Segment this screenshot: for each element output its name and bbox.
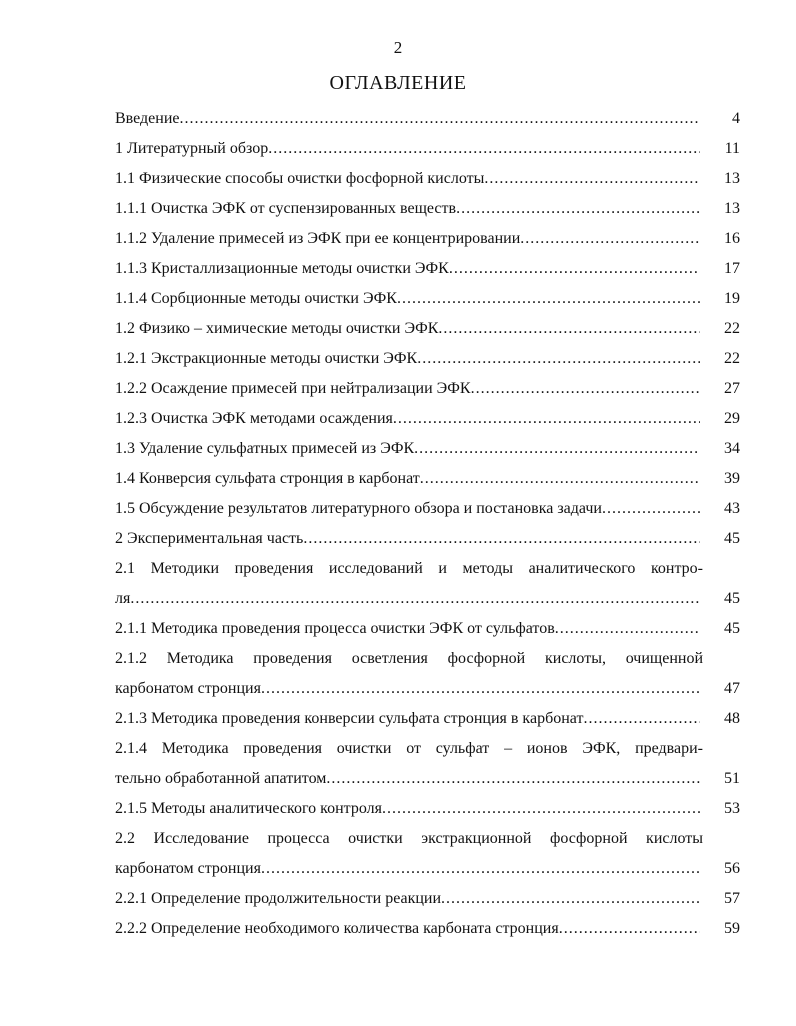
toc-entry-label: 2.2.1 Определение продолжительности реакции [115, 890, 442, 907]
toc-leader-dots [441, 884, 700, 914]
toc-leader-dots [559, 914, 700, 944]
toc-entry [115, 194, 740, 224]
toc-entry-label: 1.5 Обсуждение результатов литературного обзора и постановка задачи [115, 500, 602, 517]
toc-entry-page: 29 [724, 410, 740, 427]
toc-entry-page: 22 [724, 320, 740, 337]
toc-entry [115, 464, 740, 494]
toc-entry-page: 45 [724, 620, 740, 637]
toc-entry-label: 2.2.2 Определение необходимого количества карбоната стронция [115, 920, 559, 937]
toc-entry-page: 45 [724, 590, 740, 607]
toc-entry-label: 1.1.1 Очистка ЭФК от суспензированных веществ [115, 200, 457, 217]
toc-entry-label: ля [115, 590, 131, 607]
toc-entry-page: 47 [724, 680, 740, 697]
toc-entry-label: 1.2.3 Очистка ЭФК методами осаждения [115, 410, 393, 427]
toc-entry-label: 1.3 Удаление сульфатных примесей из ЭФК [115, 440, 415, 457]
toc-entry-page: 57 [724, 890, 740, 907]
toc-leader-dots [261, 854, 700, 884]
toc-entry-label: 1.2.1 Экстракционные методы очистки ЭФК [115, 350, 418, 367]
toc-entry [115, 224, 740, 254]
toc-leader-dots [268, 134, 700, 164]
toc-entry-page: 13 [724, 200, 740, 217]
toc-entry [115, 254, 740, 284]
toc-entry-label: тельно обработанной апатитом [115, 770, 327, 787]
toc-entry [115, 314, 740, 344]
toc-entry [115, 284, 740, 314]
toc-leader-dots [484, 164, 700, 194]
toc-leader-dots [471, 374, 700, 404]
toc-entry-page: 16 [724, 230, 740, 247]
toc-entry-label: карбонатом стронция [115, 680, 261, 697]
toc-leader-dots [420, 464, 700, 494]
toc-entry [115, 884, 740, 914]
toc-entry-label: 2.1.5 Методы аналитического контроля [115, 800, 382, 817]
toc-leader-dots [397, 284, 700, 314]
toc-leader-dots [438, 314, 700, 344]
toc-entry-label: 1.4 Конверсия сульфата стронция в карбонат [115, 470, 420, 487]
toc-entry-page: 59 [724, 920, 740, 937]
toc-entry-page: 53 [724, 800, 740, 817]
toc-entry-page: 43 [724, 500, 740, 517]
toc-entry [115, 344, 740, 374]
toc-entry-label: 1.1.2 Удаление примесей из ЭФК при ее концентрировании [115, 230, 521, 247]
toc-entry-page: 11 [724, 140, 740, 157]
toc-entry-label: 1 Литературный обзор [115, 140, 269, 157]
toc-leader-dots [456, 194, 700, 224]
toc-entry-page: 56 [724, 860, 740, 877]
toc-entry-label: 1.2 Физико – химические методы очистки ЭФК [115, 320, 439, 337]
toc-leader-dots [393, 404, 700, 434]
toc-entry [115, 134, 740, 164]
toc-leader-dots [130, 584, 700, 614]
toc-entry-page: 39 [724, 470, 740, 487]
toc-entry [115, 434, 740, 464]
toc-entry-label: 1.2.2 Осаждение примесей при нейтрализации ЭФК [115, 380, 471, 397]
toc-entry-label-line1: 2.1.4 Методика проведения очистки от сульфат – ионов ЭФК, предвари- [115, 740, 703, 757]
page-title: ОГЛАВЛЕНИЕ [329, 72, 467, 94]
toc-entry-label-line1: 2.1.2 Методика проведения осветления фосфорной кислоты, очищенной [115, 650, 703, 667]
toc-entry [115, 524, 740, 554]
toc-entry-page: 17 [724, 260, 740, 277]
toc-entry-label: 1.1 Физические способы очистки фосфорной кислоты [115, 170, 485, 187]
toc-entry-page: 22 [724, 350, 740, 367]
toc-entry-page: 34 [724, 440, 740, 457]
toc-entry-page: 45 [724, 530, 740, 547]
toc-entry [115, 164, 740, 194]
toc-entry [115, 614, 740, 644]
table-of-contents [115, 104, 740, 944]
toc-leader-dots [417, 344, 700, 374]
toc-entry-label-line1: 2.2 Исследование процесса очистки экстракционной фосфорной кислоты [115, 830, 703, 847]
toc-entry-label: 1.1.4 Сорбционные методы очистки ЭФК [115, 290, 397, 307]
toc-entry [115, 914, 740, 944]
toc-entry-page: 4 [732, 110, 740, 127]
toc-leader-dots [520, 224, 700, 254]
toc-entry-label-line1: 2.1 Методики проведения исследований и методы аналитического контро- [115, 560, 703, 577]
toc-entry-label: 1.1.3 Кристаллизационные методы очистки ЭФК [115, 260, 449, 277]
toc-leader-dots [555, 614, 700, 644]
toc-entry-label: 2.1.3 Методика проведения конверсии сульфата стронция в карбонат [115, 710, 584, 727]
toc-leader-dots [414, 434, 700, 464]
page-number: 2 [393, 38, 403, 57]
toc-entry-page: 19 [724, 290, 740, 307]
toc-entry-label: Введение [115, 110, 180, 127]
toc-leader-dots [180, 104, 701, 134]
toc-entry-label: карбонатом стронция [115, 860, 261, 877]
toc-entry [115, 674, 740, 704]
toc-entry [115, 104, 740, 134]
toc-leader-dots [382, 794, 700, 824]
toc-entry-page: 51 [724, 770, 740, 787]
toc-entry-page: 27 [724, 380, 740, 397]
toc-entry [115, 374, 740, 404]
toc-entry-label: 2.1.1 Методика проведения процесса очистки ЭФК от сульфатов [115, 620, 555, 637]
toc-entry [115, 764, 740, 794]
toc-leader-dots [449, 254, 700, 284]
toc-leader-dots [261, 674, 700, 704]
toc-leader-dots [303, 524, 700, 554]
toc-entry [115, 794, 740, 824]
toc-entry [115, 404, 740, 434]
toc-leader-dots [583, 704, 700, 734]
toc-entry-page: 13 [724, 170, 740, 187]
toc-entry-label: 2 Экспериментальная часть [115, 530, 304, 547]
toc-entry [115, 584, 740, 614]
toc-leader-dots [602, 494, 700, 524]
toc-leader-dots [326, 764, 700, 794]
toc-entry [115, 854, 740, 884]
toc-entry-page: 48 [724, 710, 740, 727]
toc-entry [115, 494, 740, 524]
toc-entry [115, 704, 740, 734]
